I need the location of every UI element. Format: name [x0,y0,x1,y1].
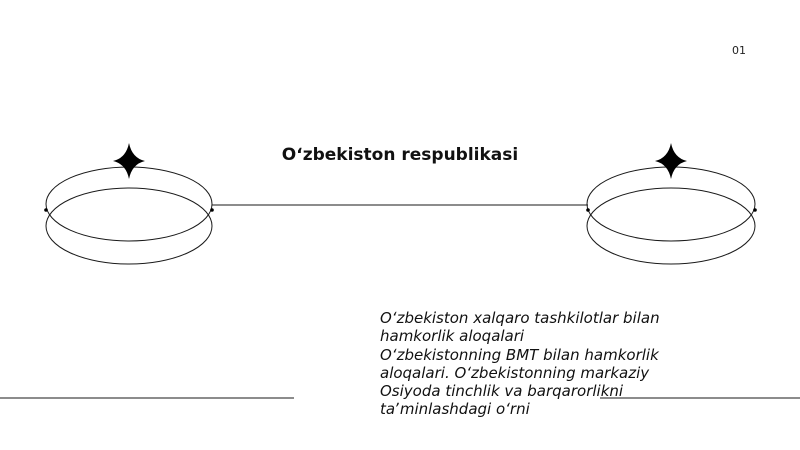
body-line: aloqalari. Oʻzbekistonning markaziy [380,363,650,382]
left-joint-dot [210,208,214,212]
body-line: Oʻzbekistonning BMT bilan hamkorlik [380,345,659,364]
body-line: hamkorlik aloqalari [380,327,525,346]
left-ring [46,167,212,264]
right-joint-dot [586,208,590,212]
body-text [380,309,710,419]
left-outer-dot [44,208,48,212]
right-ring [587,167,755,264]
body-line: Osiyoda tinchlik va barqarorlikni [380,382,624,401]
body-line: taʼminlashdagi oʻrni [380,400,530,419]
star-sparkle-icon [113,143,145,179]
right-outer-dot [753,208,757,212]
star-sparkle-icon [655,143,687,179]
slide-title: Oʻzbekiston respublikasi [281,145,519,165]
body-line: Oʻzbekiston xalqaro tashkilotlar bilan [380,309,660,327]
page-number: 01 [732,44,746,57]
